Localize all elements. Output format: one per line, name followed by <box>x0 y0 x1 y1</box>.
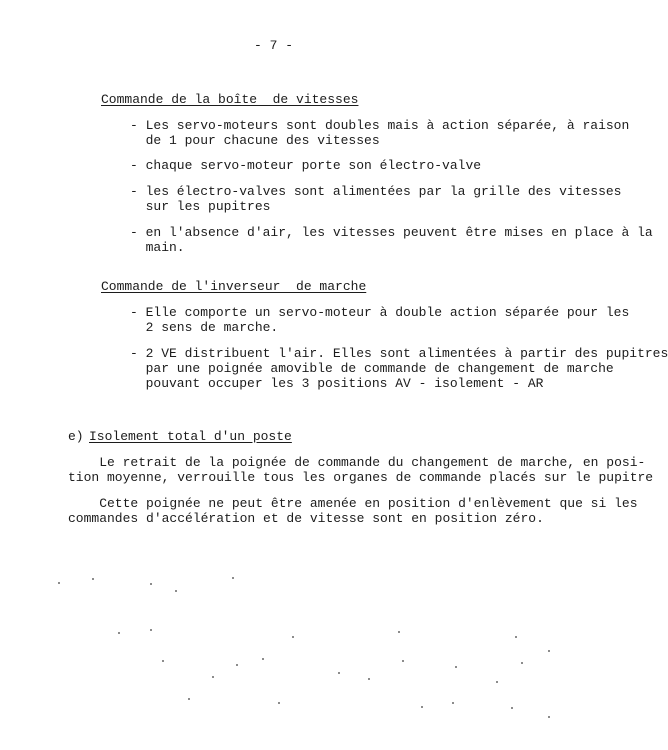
section-heading-gearbox: Commande de la boîte de vitesses <box>101 92 359 107</box>
isolation-paragraph-2-line-1: Cette poignée ne peut être amenée en position d'enlèvement que si les <box>68 496 638 511</box>
reverser-item-2-line-2: par une poignée amovible de commande de changement de marche <box>130 361 614 376</box>
gearbox-item-3-line-1: - les électro-valves sont alimentées par la grille des vitesses <box>130 184 622 199</box>
reverser-item-1-line-2: 2 sens de marche. <box>130 320 279 335</box>
section-heading-reverser: Commande de l'inverseur de marche <box>101 279 367 294</box>
isolation-paragraph-2-line-2: commandes d'accélération et de vitesse sont en position zéro. <box>68 511 544 526</box>
section-heading-isolation: Isolement total d'un poste <box>89 429 292 444</box>
reverser-item-2-line-1: - 2 VE distribuent l'air. Elles sont alimentées à partir des pupitres <box>130 346 668 361</box>
gearbox-item-4-line-1: - en l'absence d'air, les vitesses peuvent être mises en place à la <box>130 225 653 240</box>
gearbox-item-4-line-2: main. <box>130 240 185 255</box>
isolation-paragraph-1-line-2: tion moyenne, verrouille tous les organes de commande placés sur le pupitre <box>68 470 654 485</box>
gearbox-item-3-line-2: sur les pupitres <box>130 199 271 214</box>
reverser-item-2-line-3: pouvant occuper les 3 positions AV - isolement - AR <box>130 376 544 391</box>
reverser-item-1-line-1: - Elle comporte un servo-moteur à double action séparée pour les <box>130 305 630 320</box>
gearbox-item-1-line-2: de 1 pour chacune des vitesses <box>130 133 380 148</box>
page-number: - 7 - <box>254 38 294 53</box>
section-label-e: e) <box>68 429 84 444</box>
gearbox-item-1-line-1: - Les servo-moteurs sont doubles mais à action séparée, à raison <box>130 118 630 133</box>
gearbox-item-2-line-1: - chaque servo-moteur porte son électro-valve <box>130 158 482 173</box>
isolation-paragraph-1-line-1: Le retrait de la poignée de commande du changement de marche, en posi- <box>68 455 646 470</box>
